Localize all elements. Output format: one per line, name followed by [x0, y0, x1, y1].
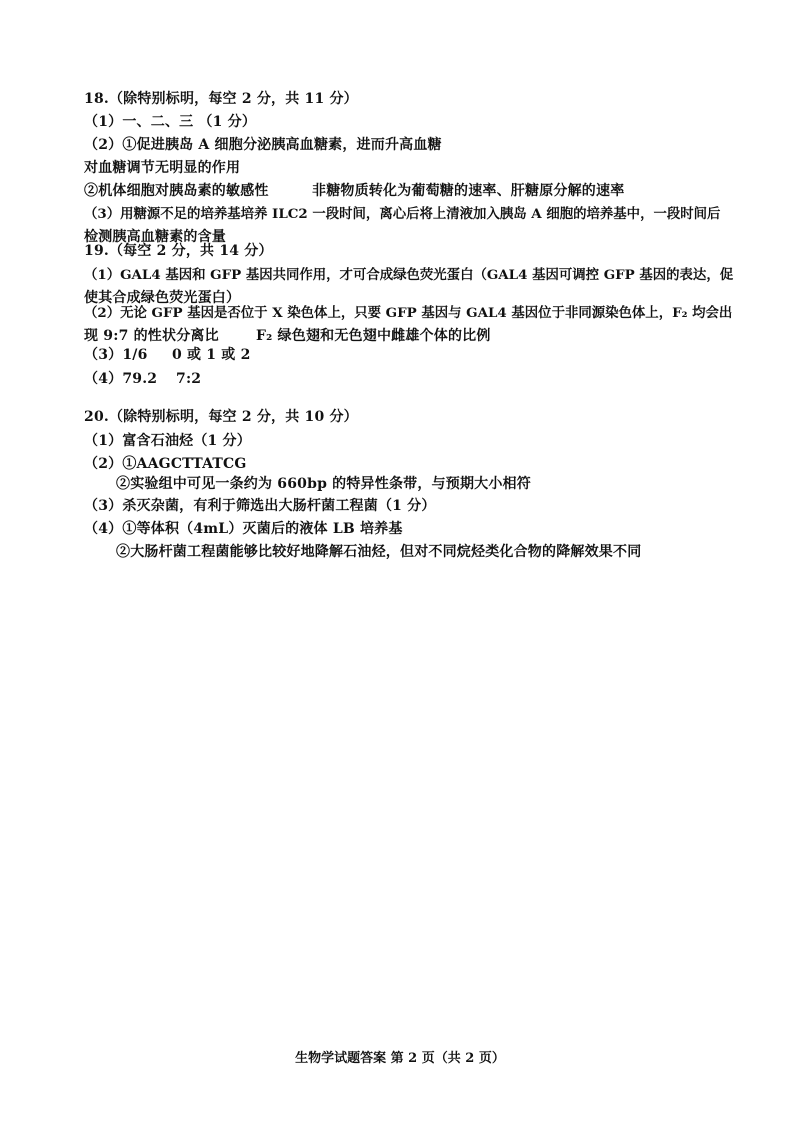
q20-part2-b: ②实验组中可见一条约为 660bp 的特异性条带，与预期大小相符 — [116, 476, 531, 492]
q19-part2-b-first: 现 9:7 的性状分离比 — [84, 328, 219, 344]
q19-part4-first: （4）79.2 — [84, 371, 158, 387]
q19-heading: 19.（每空 2 分，共 14 分） — [84, 243, 273, 259]
q19-part3-first: （3）1/6 — [84, 347, 148, 363]
q18-part2-c-second: 非糖物质转化为葡萄糖的速率、肝糖原分解的速率 — [312, 183, 625, 199]
q20-part2-a: （2）①AAGCTTATCG — [84, 456, 247, 472]
q18-part2-a: （2）①促进胰岛 A 细胞分泌胰高血糖素，进而升高血糖 — [84, 137, 442, 153]
q19-part2-a: （2）无论 GFP 基因是否位于 X 染色体上，只要 GFP 基因与 GAL4 基因位于非同源染色体上，F₂ 均会出 — [84, 305, 733, 321]
q20-part4-a: （4）①等体积（4mL）灭菌后的液体 LB 培养基 — [84, 521, 403, 537]
q19-part4-second: 7:2 — [176, 371, 202, 387]
q20-heading: 20.（除特别标明，每空 2 分，共 10 分） — [84, 409, 358, 425]
q18-heading: 18.（除特别标明，每空 2 分，共 11 分） — [84, 91, 358, 107]
q18-part1: （1）一、二、三 （1 分） — [84, 114, 257, 130]
q18-part2-b: 对血糖调节无明显的作用 — [84, 160, 241, 176]
page-footer: 生物学试题答案 第 2 页（共 2 页） — [295, 1051, 505, 1066]
q18-part2-c-first: ②机体细胞对胰岛素的敏感性 — [84, 183, 269, 199]
q20-part3: （3）杀灭杂菌，有利于筛选出大肠杆菌工程菌（1 分） — [84, 498, 436, 514]
q18-part3-a: （3）用糖源不足的培养基培养 ILC2 一段时间，离心后将上清液加入胰岛 A 细胞的培养基中，一段时间后 — [84, 206, 721, 222]
q20-part1: （1）富含石油烃（1 分） — [84, 433, 251, 449]
q19-part2-b-second: F₂ 绿色翅和无色翅中雌雄个体的比例 — [256, 328, 491, 344]
q20-part4-b: ②大肠杆菌工程菌能够比较好地降解石油烃，但对不同烷烃类化合物的降解效果不同 — [116, 544, 642, 560]
q18-part3-b: 检测胰高血糖素的含量 — [84, 229, 226, 245]
q19-part1-a: （1）GAL4 基因和 GFP 基因共同作用，才可合成绿色荧光蛋白（GAL4 基因可调控 GFP 基因的表达，促 — [84, 267, 734, 283]
q19-part3-second: 0 或 1 或 2 — [172, 347, 251, 363]
q19-part1-b: 使其合成绿色荧光蛋白） — [84, 290, 241, 306]
